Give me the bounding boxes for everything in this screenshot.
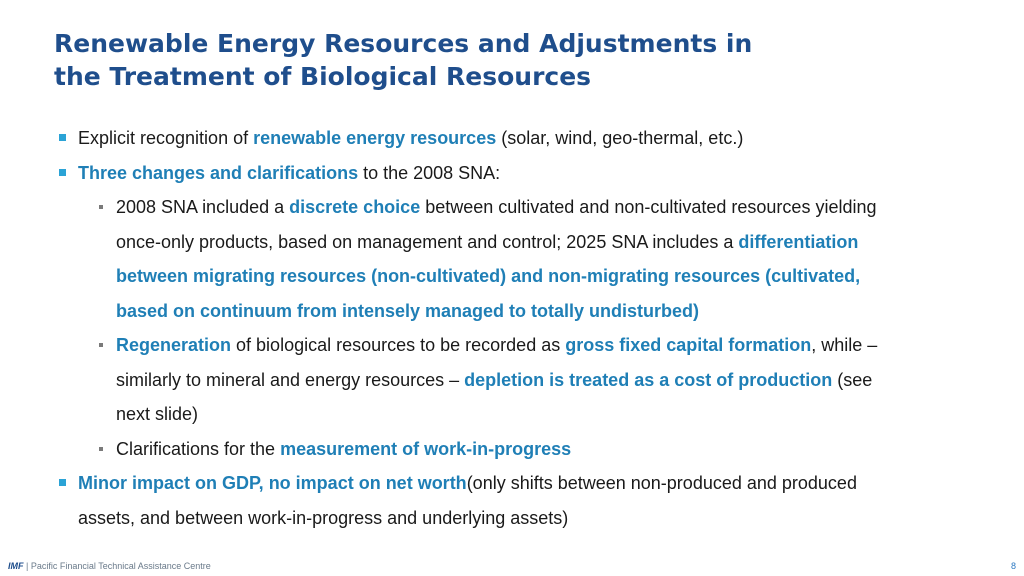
imf-logo-text: IMF — [8, 561, 24, 571]
slide-title — [54, 27, 954, 93]
footer: IMF | Pacific Financial Technical Assistance Centre — [8, 561, 211, 571]
highlight-differentiation: differentiation — [738, 231, 859, 252]
title-line-1: Renewable Energy Resources and Adjustments in — [54, 29, 753, 58]
sub-bullet-discrete-choice-line4: based on continuum from intensely managed to totally undisturbed) — [116, 300, 700, 321]
title-line-2: the Treatment of Biological Resources — [54, 62, 592, 91]
highlight-discrete-choice: discrete choice — [289, 197, 421, 217]
sub-bullet-discrete-choice-line2: once-only products, based on management and control; 2025 SNA includes a differentiation — [116, 231, 859, 252]
sub-bullet-regeneration-line3: next slide) — [116, 404, 199, 424]
slide-body — [0, 121, 1024, 535]
highlight-depletion: depletion is treated as a cost of production — [464, 369, 833, 390]
highlight-three-changes: Three changes and clarifications — [78, 162, 359, 183]
small-square-bullet-icon — [99, 447, 103, 451]
page-number: 8 — [1010, 561, 1016, 571]
square-bullet-icon — [59, 169, 66, 176]
square-bullet-icon — [59, 134, 66, 141]
highlight-work-in-progress: measurement of work-in-progress — [280, 438, 572, 459]
small-square-bullet-icon — [99, 205, 103, 209]
footer-centre: Pacific Financial Technical Assistance Centre — [30, 561, 211, 571]
small-square-bullet-icon — [99, 343, 103, 347]
bullet-three-changes: Three changes and clarifications to the 2008 SNA: — [0, 156, 1024, 191]
bullet-minor-impact: Minor impact on GDP, no impact on net worth(only shifts between non-produced and produced — [0, 466, 1024, 501]
highlight-regeneration: Regeneration — [116, 335, 232, 355]
bullet-minor-impact-line2: assets, and between work-in-progress and underlying assets) — [78, 507, 569, 528]
sub-bullet-work-in-progress: Clarifications for the measurement of work-in-progress — [0, 432, 1024, 467]
highlight-minor-impact: Minor impact on GDP, no impact on net worth — [78, 473, 467, 493]
bullet-renewable-energy: Explicit recognition of renewable energy resources (solar, wind, geo-thermal, etc.) — [0, 121, 1024, 156]
sub-bullet-regeneration-line2: similarly to mineral and energy resources – depletion is treated as a cost of production (see — [116, 369, 873, 390]
sub-bullet-regeneration: Regeneration of biological resources to be recorded as gross fixed capital formation, while – — [0, 328, 1024, 363]
square-bullet-icon — [59, 479, 66, 486]
sub-bullet-discrete-choice: 2008 SNA included a discrete choice between cultivated and non-cultivated resources yielding — [0, 190, 1024, 225]
highlight-renewable-energy: renewable energy resources — [253, 128, 497, 148]
sub-bullet-discrete-choice-line3: between migrating resources (non-cultivated) and non-migrating resources (cultivated, — [116, 266, 861, 286]
highlight-gfcf: gross fixed capital formation — [565, 335, 812, 355]
